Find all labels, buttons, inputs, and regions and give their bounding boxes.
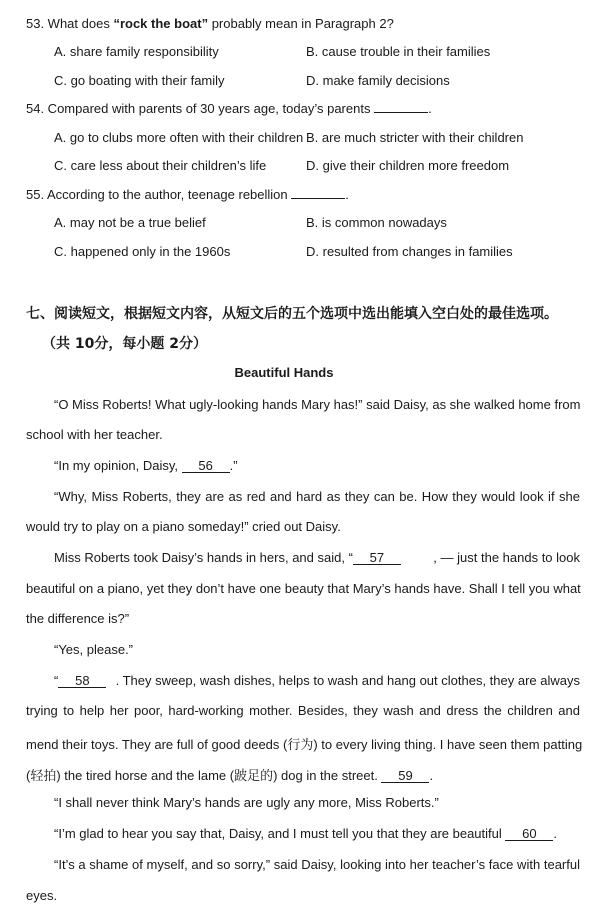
question-54-blank [374, 101, 428, 113]
passage-text: “I’m glad to hear you say that, Daisy, and I must tell you that they are beautiful [54, 826, 506, 841]
passage-line-2: school with her teacher. [26, 427, 163, 442]
question-53-option-d[interactable]: D. make family decisions [306, 73, 450, 88]
question-54-suffix: . [428, 101, 432, 116]
question-53-suffix: probably mean in Paragraph 2? [208, 16, 394, 31]
passage-line-7: beautiful on a piano, yet they don’t have one beauty that Mary’s hands have. Shall I tell you what [26, 581, 581, 596]
passage-line-9: “Yes, please.” [54, 642, 134, 657]
passage-text: .” [229, 458, 238, 473]
question-55-blank [291, 187, 345, 199]
passage-text: Miss Roberts took Daisy’s hands in hers, and said, “ [54, 550, 353, 565]
question-55-option-a[interactable]: A. may not be a true belief [54, 215, 206, 230]
passage-text: . They sweep, wash dishes, helps to wash and hang out clothes, they are always [115, 673, 580, 688]
question-55-option-d[interactable]: D. resulted from changes in families [306, 244, 513, 259]
passage-line-5: would try to play on a piano someday!” cried out Daisy. [26, 519, 341, 534]
passage-text: (轻拍) the tired horse and the lame (跛足的) dog in the street. [26, 768, 382, 783]
passage-line-15 [54, 826, 580, 841]
passage-text [54, 550, 401, 565]
blank-58[interactable]: 58 [58, 674, 106, 688]
question-53-phrase: “rock the boat” [113, 16, 209, 31]
question-53-option-b[interactable]: B. cause trouble in their families [306, 44, 491, 59]
question-54-stem [26, 101, 432, 116]
passage-text: “ [54, 673, 59, 688]
passage-text: . [429, 768, 434, 783]
passage-line-16: “It’s a shame of myself, and so sorry,” said Daisy, looking into her teacher’s face with tearful [54, 857, 580, 872]
section-heading: 七、阅读短文，根据短文内容，从短文后的五个选项中选出能填入空白处的最佳选项。 [26, 306, 558, 322]
question-54-option-d[interactable]: D. give their children more freedom [306, 158, 510, 173]
question-55-option-b[interactable]: B. is common nowadays [306, 215, 447, 230]
passage-line-3 [54, 458, 580, 473]
passage-line-8: the difference is?” [26, 611, 130, 626]
passage-line-10 [54, 673, 580, 688]
question-53-stem [26, 16, 394, 31]
passage-text: , — just the hands to look [433, 550, 580, 565]
blank-57[interactable]: 57 [353, 551, 401, 565]
passage-text [54, 673, 106, 688]
passage-text: . [553, 826, 558, 841]
blank-60[interactable]: 60 [505, 827, 553, 841]
question-54-option-b[interactable]: B. are much stricter with their children [306, 130, 524, 145]
passage-line-1: “O Miss Roberts! What ugly-looking hands Mary has!” said Daisy, as she walked home from [54, 397, 581, 412]
question-55-stem [26, 187, 349, 202]
passage-line-14: “I shall never think Mary’s hands are ugly any more, Miss Roberts.” [54, 795, 439, 810]
question-53-prefix: 53. What does [26, 16, 114, 31]
section-subheading: （共 10分，每小题 2分） [42, 336, 207, 352]
passage-line-4: “Why, Miss Roberts, they are as red and hard as they can be. How they would look if she [54, 489, 580, 504]
passage-line-11: trying to help her poor, hard-working mother. Besides, they wash and dress the children and [26, 703, 580, 718]
blank-56[interactable]: 56 [182, 459, 230, 473]
passage-line-12: mend their toys. They are full of good deeds (行为) to every living thing. I have seen them patting [26, 737, 583, 752]
passage-text: “In my opinion, Daisy, [54, 458, 182, 473]
question-53-option-a[interactable]: A. share family responsibility [54, 44, 219, 59]
question-55-suffix: . [345, 187, 349, 202]
passage-line-17: eyes. [26, 888, 58, 903]
blank-59[interactable]: 59 [381, 769, 429, 783]
question-54-option-c[interactable]: C. care less about their children’s life [54, 158, 267, 173]
passage-line-6 [54, 550, 580, 565]
question-55-prefix: 55. According to the author, teenage rebellion [26, 187, 292, 202]
question-55-option-c[interactable]: C. happened only in the 1960s [54, 244, 231, 259]
passage-title: Beautiful Hands [234, 365, 334, 380]
question-53-option-c[interactable]: C. go boating with their family [54, 73, 225, 88]
passage-line-13 [26, 765, 580, 784]
question-54-prefix: 54. Compared with parents of 30 years age, today’s parents [26, 101, 375, 116]
question-54-option-a[interactable]: A. go to clubs more often with their children [54, 130, 304, 145]
